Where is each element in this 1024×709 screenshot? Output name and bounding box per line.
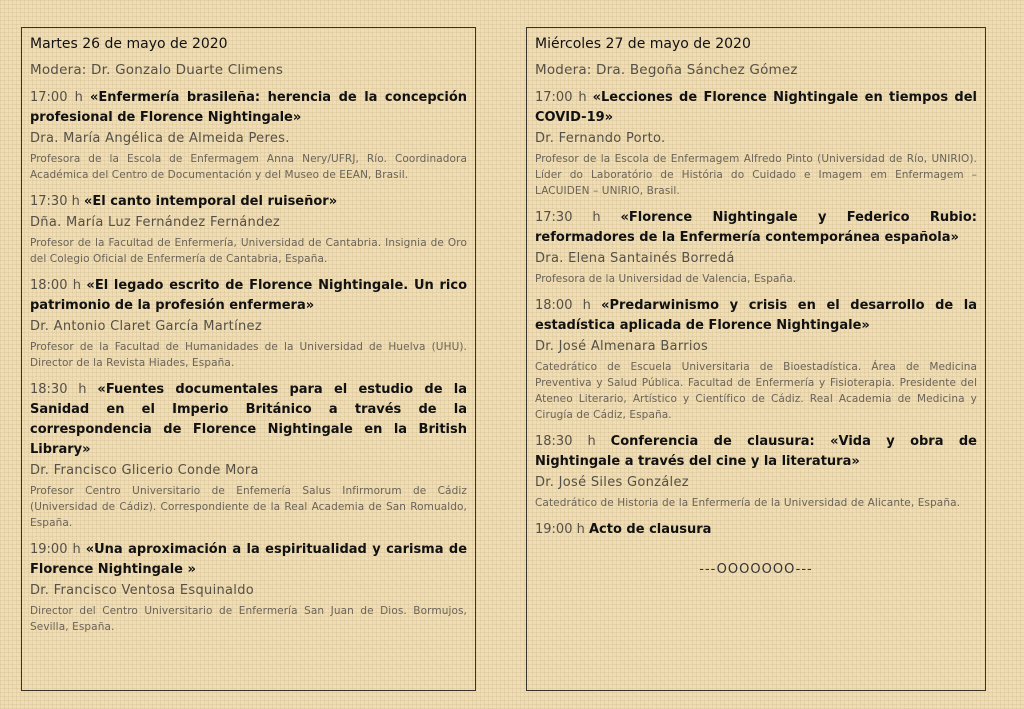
closing-separator: ---OOOOOOO--- [699, 562, 813, 577]
day-heading: Miércoles 27 de mayo de 2020 [535, 36, 751, 52]
session-title: «El legado escrito de Florence Nightingale. Un rico patrimonio de la profesión enfermera» [30, 278, 468, 313]
speaker-bio: Director del Centro Universitario de Enfermería San Juan de Dios. Bormujos, Sevilla, España. [30, 605, 467, 633]
session-time: 17:30 h [535, 210, 601, 225]
program-column-wednesday [526, 27, 986, 691]
session-title: «Florence Nightingale y Federico Rubio: reformadores de la Enfermería contemporánea española» [535, 210, 977, 245]
session-title: «El canto intemporal del ruiseñor» [83, 194, 338, 209]
program-column-tuesday [21, 27, 476, 691]
session-title: «Enfermería brasileña: herencia de la concepción profesional de Florence Nightingale» [30, 90, 468, 125]
session-item [30, 540, 467, 635]
speaker-bio: Profesor Centro Universitario de Enfemería Salus Infirmorum de Cádiz (Universidad de Cádiz). Correspondiente de la Real Academia de San Romualdo, España. [30, 485, 467, 529]
speaker-bio: Profesor de la Escola de Enfermagem Alfredo Pinto (Universidad de Río, UNIRIO). Líder do Laboratório de História do Cuidado e Imagem em Enfermagem – LACUIDEN – UNIRIO, Brasil. [535, 153, 977, 197]
session-item [535, 296, 977, 423]
session-time: 18:00 h [535, 298, 591, 313]
speaker-name: Dr. Fernando Porto. [535, 131, 666, 146]
session-time: 18:00 h [30, 278, 82, 293]
day-heading: Martes 26 de mayo de 2020 [30, 36, 228, 52]
session-title: «Fuentes documentales para el estudio de la Sanidad en el Imperio Británico a través de la correspondencia de Florence Nightingale en la British Library» [30, 382, 467, 457]
moderator: Modera: Dr. Gonzalo Duarte Climens [30, 62, 284, 78]
session-time: 19:00 h [30, 542, 81, 557]
session-item [30, 192, 467, 267]
session-item [30, 88, 467, 183]
speaker-name: Dr. Francisco Glicerio Conde Mora [30, 463, 259, 478]
speaker-name: Dr. Francisco Ventosa Esquinaldo [30, 583, 255, 598]
speaker-name: Dra. Elena Santainés Borredá [535, 251, 735, 266]
session-time: 17:30 h [30, 194, 80, 209]
session-time: 18:30 h [535, 434, 596, 449]
session-title: Acto de clausura [588, 522, 712, 537]
session-title: «Lecciones de Florence Nightingale en tiempos del COVID-19» [535, 90, 977, 125]
speaker-name: Dr. José Siles González [535, 475, 689, 490]
speaker-bio: Profesor de la Facultad de Humanidades de la Universidad de Huelva (UHU). Director de la Revista Hiades, España. [30, 341, 467, 369]
session-time: 17:00 h [535, 90, 587, 105]
session-item [535, 208, 977, 287]
session-time: 17:00 h [30, 90, 83, 105]
session-item [535, 520, 977, 540]
moderator: Modera: Dra. Begoña Sánchez Gómez [535, 62, 798, 78]
session-title: Conferencia de clausura: «Vida y obra de Nightingale a través del cine y la literatura» [535, 434, 977, 469]
session-title: «Una aproximación a la espiritualidad y carisma de Florence Nightingale » [30, 542, 468, 577]
session-title: «Predarwinismo y crisis en el desarrollo de la estadística aplicada de Florence Nightingale» [535, 298, 978, 333]
session-item [535, 432, 977, 511]
speaker-name: Dra. María Angélica de Almeida Peres. [30, 131, 290, 146]
session-item [30, 380, 467, 531]
session-time: 19:00 h [535, 522, 585, 537]
session-time: 18:30 h [30, 382, 87, 397]
speaker-name: Dr. José Almenara Barrios [535, 339, 709, 354]
speaker-bio: Profesora de la Escola de Enfermagem Anna Nery/UFRJ, Río. Coordinadora Académica del Centro de Documentación y del Museo de EEAN, Brasil. [30, 153, 467, 181]
speaker-bio: Catedrático de Historia de la Enfermería de la Universidad de Alicante, España. [535, 497, 961, 509]
speaker-name: Dña. María Luz Fernández Fernández [30, 215, 281, 230]
speaker-bio: Catedrático de Escuela Universitaria de Bioestadística. Área de Medicina Preventiva y Salud Pública. Facultad de Enfermería y Fisioterapia. Presidente del Ateneo Literario, Artístico y Científico de Cádiz. Real Academia de Medicina y Cirugía de Cádiz, España. [535, 361, 977, 421]
speaker-name: Dr. Antonio Claret García Martínez [30, 319, 262, 334]
speaker-bio: Profesora de la Universidad de Valencia, España. [535, 273, 797, 285]
session-item [535, 88, 977, 199]
session-item [30, 276, 467, 371]
speaker-bio: Profesor de la Facultad de Enfermería, Universidad de Cantabria. Insignia de Oro del Colegio Oficial de Enfermería de Cantabria, España. [30, 237, 467, 265]
